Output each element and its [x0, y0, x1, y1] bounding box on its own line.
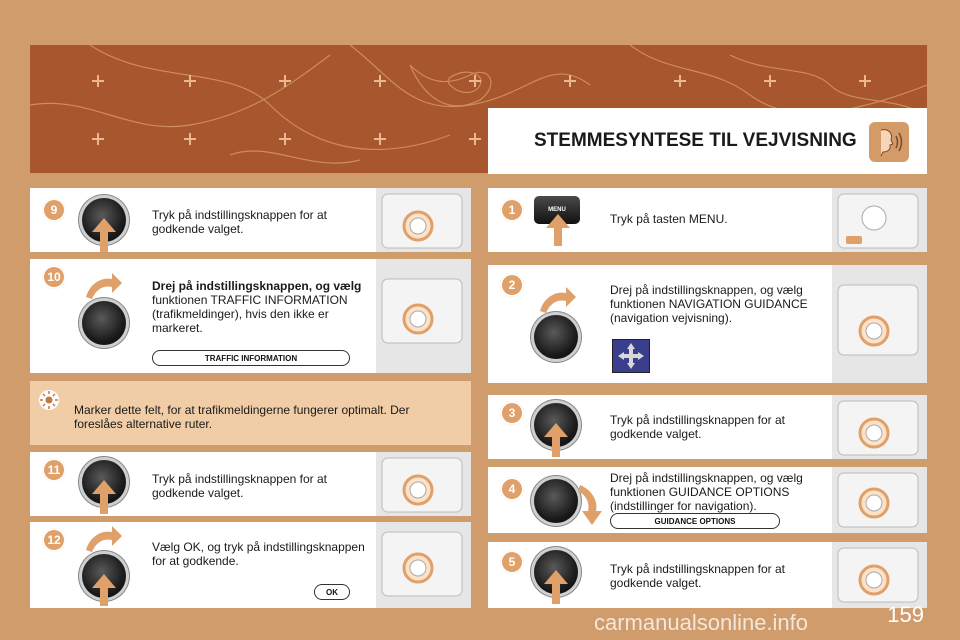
step-badge: 12: [42, 528, 66, 552]
step-11: [30, 452, 471, 516]
step-1: [488, 188, 927, 252]
rotate-arrow-icon: [538, 285, 576, 315]
step-text: funktionen TRAFFIC INFORMATION (trafikmeldinger), hvis den ikke er markeret.: [152, 293, 348, 335]
step-badge: 10: [42, 265, 66, 289]
step-text: Tryk på tasten MENU.: [610, 212, 728, 226]
step-2: [488, 265, 927, 383]
up-arrow-icon: [92, 480, 116, 514]
knob-icon: [534, 315, 578, 359]
page-number: 159: [887, 602, 924, 627]
menu-key-icon: MENU: [534, 196, 580, 224]
step-text: Drej på indstillingsknappen, og vælg funktionen GUIDANCE OPTIONS (indstillinger for navigation).: [610, 471, 803, 513]
step-3: [488, 395, 927, 459]
step-badge: 4: [500, 477, 524, 501]
step-text-block: [152, 279, 367, 335]
step-text: Vælg OK, og tryk på indstillingsknappen for at godkende.: [152, 540, 365, 568]
radio-panel-image: [832, 542, 927, 608]
knob-icon: [534, 479, 578, 523]
radio-panel-image: [832, 265, 927, 383]
step-text: Drej på indstillingsknappen, og vælg funktionen NAVIGATION GUIDANCE (navigation vejvisning).: [610, 283, 808, 325]
step-badge: 1: [500, 198, 524, 222]
up-arrow-icon: [544, 423, 568, 457]
lightbulb-icon: [38, 389, 60, 411]
step-9: [30, 188, 471, 252]
radio-panel-image: [376, 259, 471, 373]
page-title: STEMMESYNTESE TIL VEJVISNING: [534, 130, 857, 151]
radio-panel-image: [832, 188, 927, 252]
step-10: [30, 259, 471, 373]
step-badge: 3: [500, 401, 524, 425]
step-text: Tryk på indstillingsknappen for at godkende valget.: [610, 562, 785, 590]
step-badge: 9: [42, 198, 66, 222]
step-5: [488, 542, 927, 608]
step-text: Tryk på indstillingsknappen for at godkende valget.: [610, 413, 785, 441]
up-arrow-icon: [92, 574, 116, 606]
rotate-arrow-icon: [84, 526, 122, 554]
up-arrow-icon: [92, 218, 116, 252]
step-badge: 5: [500, 550, 524, 574]
voice-speaker-icon: [869, 122, 909, 162]
step-badge: 2: [500, 273, 524, 297]
traffic-information-menu-item: TRAFFIC INFORMATION: [152, 350, 350, 366]
ok-menu-item: OK: [314, 584, 350, 600]
radio-panel-image: [376, 452, 471, 516]
step-4: [488, 467, 927, 533]
title-box: [488, 108, 927, 174]
radio-panel-image: [832, 467, 927, 533]
rotate-down-arrow-icon: [576, 485, 604, 525]
step-text: Tryk på indstillingsknappen for at godkende valget.: [152, 208, 327, 236]
rotate-arrow-icon: [84, 271, 122, 301]
guidance-options-menu-item: GUIDANCE OPTIONS: [610, 513, 780, 529]
step-12: [30, 522, 471, 608]
tip-text: Marker dette felt, for at trafikmeldingerne fungerer optimalt. Der foreslåes alternative ruter.: [74, 403, 410, 431]
knob-icon: [82, 301, 126, 345]
step-bold-text: Drej på indstillingsknappen, og vælg: [152, 279, 362, 293]
tip-box: [30, 381, 471, 445]
step-badge: 11: [42, 458, 66, 482]
watermark: carmanualsonline.info: [594, 610, 809, 635]
up-arrow-icon: [546, 214, 570, 246]
step-text: Tryk på indstillingsknappen for at godkende valget.: [152, 472, 327, 500]
navigation-guidance-icon: [612, 339, 650, 373]
up-arrow-icon: [544, 570, 568, 604]
radio-panel-image: [832, 395, 927, 459]
radio-panel-image: [376, 188, 471, 252]
radio-panel-image: [376, 522, 471, 608]
